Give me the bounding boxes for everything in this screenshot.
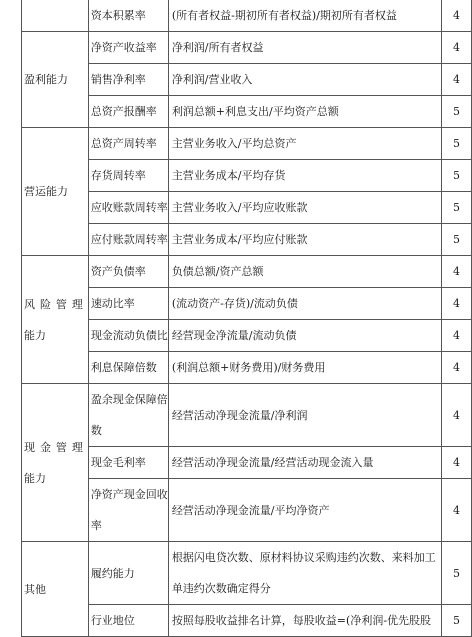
- cell-line: 营运能力: [24, 185, 68, 198]
- score-cell: 4: [441, 288, 471, 320]
- cell-line: 主营业务收入/平均总资产: [171, 137, 297, 150]
- cell-line: 资本积累率: [90, 9, 146, 22]
- table-row: [22, 447, 472, 479]
- cell-line: 现金毛利率: [90, 456, 146, 469]
- cell-line: 履约能力: [90, 566, 135, 580]
- cell-line: 主营业务成本/平均应付账款: [171, 233, 308, 246]
- category-cell: [22, 0, 89, 32]
- indicator-name-cell: [88, 256, 168, 288]
- cell-line: 现金流动负债比: [90, 329, 168, 342]
- indicator-name-cell: [88, 128, 168, 160]
- score-cell: 5: [441, 542, 471, 605]
- indicator-name-cell: [88, 160, 168, 192]
- cell-line: 净资产收益率: [90, 41, 157, 54]
- indicator-name-cell: [88, 96, 168, 128]
- formula-cell: [168, 192, 441, 224]
- indicator-name-cell: [88, 224, 168, 256]
- table-row: [22, 64, 472, 96]
- indicator-name-cell: [88, 542, 168, 605]
- category-cell: [22, 32, 89, 128]
- cell-line: 能力: [24, 471, 46, 485]
- financial-indicator-table: [21, 0, 472, 637]
- cell-line: 其他: [24, 582, 46, 596]
- table-row: [22, 192, 472, 224]
- formula-cell: [168, 224, 441, 256]
- table-row: [22, 128, 472, 160]
- formula-cell: [168, 288, 441, 320]
- formula-cell: [168, 542, 441, 605]
- cell-line: 主营业务成本/平均存货: [171, 169, 286, 182]
- formula-cell: [168, 160, 441, 192]
- score-cell: 4: [441, 0, 471, 32]
- cell-line: 经营现金净流量/流动负债: [171, 329, 297, 342]
- indicator-name-cell: [88, 352, 168, 384]
- table-row: [22, 256, 472, 288]
- cell-line: 资产负债率: [90, 265, 146, 278]
- cell-line: 利息保障倍数: [90, 361, 157, 374]
- cell-line: 速动比率: [90, 297, 135, 310]
- cell-line: 行业地位: [90, 614, 135, 627]
- indicator-name-cell: [88, 192, 168, 224]
- score-cell: 4: [441, 447, 471, 479]
- cell-line: 负债总额/资产总额: [171, 265, 264, 278]
- score-cell: 5: [441, 160, 471, 192]
- cell-line: 主营业务收入/平均应收账款: [171, 201, 308, 214]
- cell-line: 率: [90, 519, 102, 532]
- formula-cell: [168, 479, 441, 542]
- score-cell: 4: [441, 384, 471, 447]
- table-row: [22, 320, 472, 352]
- formula-cell: [168, 128, 441, 160]
- cell-line: 数: [90, 424, 102, 437]
- cell-line: 风险管理: [24, 297, 88, 311]
- cell-line: 应收账款周转率: [90, 201, 168, 214]
- cell-line: 利润总额+利息支出/平均资产总额: [171, 105, 339, 118]
- formula-cell: [168, 0, 441, 32]
- score-cell: 5: [441, 192, 471, 224]
- cell-line: (所有者权益-期初所有者权益)/期初所有者权益: [171, 9, 397, 22]
- cell-line: 盈利能力: [24, 73, 68, 86]
- cell-line: 单违约次数确定得分: [171, 582, 271, 595]
- indicator-name-cell: [88, 0, 168, 32]
- table-row: [22, 479, 472, 542]
- cell-line: (利润总额+财务费用)/财务费用: [171, 361, 326, 374]
- table-row: [22, 542, 472, 605]
- score-cell: 5: [441, 128, 471, 160]
- cell-line: 应付账款周转率: [90, 233, 168, 246]
- score-cell: 4: [441, 479, 471, 542]
- cell-line: (流动资产-存货)/流动负债: [171, 297, 298, 310]
- cell-line: 现金管理: [24, 440, 88, 454]
- score-cell: 5: [441, 224, 471, 256]
- table-row: [22, 32, 472, 64]
- formula-cell: [168, 64, 441, 96]
- indicator-name-cell: [88, 605, 168, 637]
- cell-line: 存货周转率: [90, 169, 146, 182]
- cell-line: 按照每股收益排名计算，每股收益=(净利润-优先股股: [171, 614, 432, 627]
- cell-line: 经营活动净现金流量/平均净资产: [171, 503, 330, 517]
- cell-line: 净利润/所有者权益: [171, 41, 264, 54]
- cell-line: 根据闪电贷次数、原材料协议采购违约次数、来料加工: [171, 551, 436, 564]
- indicator-name-cell: [88, 384, 168, 447]
- table-row: [22, 160, 472, 192]
- formula-cell: [168, 447, 441, 479]
- formula-cell: [168, 320, 441, 352]
- indicator-name-cell: [88, 288, 168, 320]
- table-row: [22, 0, 472, 32]
- formula-cell: [168, 384, 441, 447]
- score-cell: 4: [441, 352, 471, 384]
- table-row: [22, 384, 472, 447]
- formula-cell: [168, 96, 441, 128]
- category-cell: [22, 128, 89, 256]
- table-row: [22, 224, 472, 256]
- score-cell: 5: [441, 605, 471, 637]
- score-cell: 4: [441, 32, 471, 64]
- formula-cell: [168, 32, 441, 64]
- cell-line: 盈余现金保障倍: [90, 393, 168, 406]
- table-body: [22, 0, 472, 637]
- indicator-name-cell: [88, 320, 168, 352]
- category-cell: [22, 256, 89, 384]
- table-row: [22, 352, 472, 384]
- cell-line: 经营活动净现金流量/经营活动现金流入量: [171, 456, 374, 469]
- cell-line: 净资产现金回收: [90, 488, 168, 501]
- formula-cell: [168, 352, 441, 384]
- cell-line: 能力: [24, 328, 46, 342]
- category-cell: [22, 542, 89, 637]
- score-cell: 4: [441, 320, 471, 352]
- cell-line: 销售净利率: [90, 73, 146, 86]
- score-cell: 4: [441, 256, 471, 288]
- formula-cell: [168, 256, 441, 288]
- indicator-name-cell: [88, 32, 168, 64]
- table-row: [22, 288, 472, 320]
- table-row: [22, 605, 472, 637]
- table-row: [22, 96, 472, 128]
- cell-line: 总资产报酬率: [90, 105, 157, 118]
- category-cell: [22, 384, 89, 542]
- indicator-name-cell: [88, 479, 168, 542]
- cell-line: 经营活动净现金流量/净利润: [171, 408, 308, 422]
- formula-cell: [168, 605, 441, 637]
- cell-line: 净利润/营业收入: [171, 73, 253, 86]
- cell-line: 总资产周转率: [90, 137, 157, 150]
- indicator-name-cell: [88, 64, 168, 96]
- indicator-name-cell: [88, 447, 168, 479]
- score-cell: 5: [441, 96, 471, 128]
- score-cell: 4: [441, 64, 471, 96]
